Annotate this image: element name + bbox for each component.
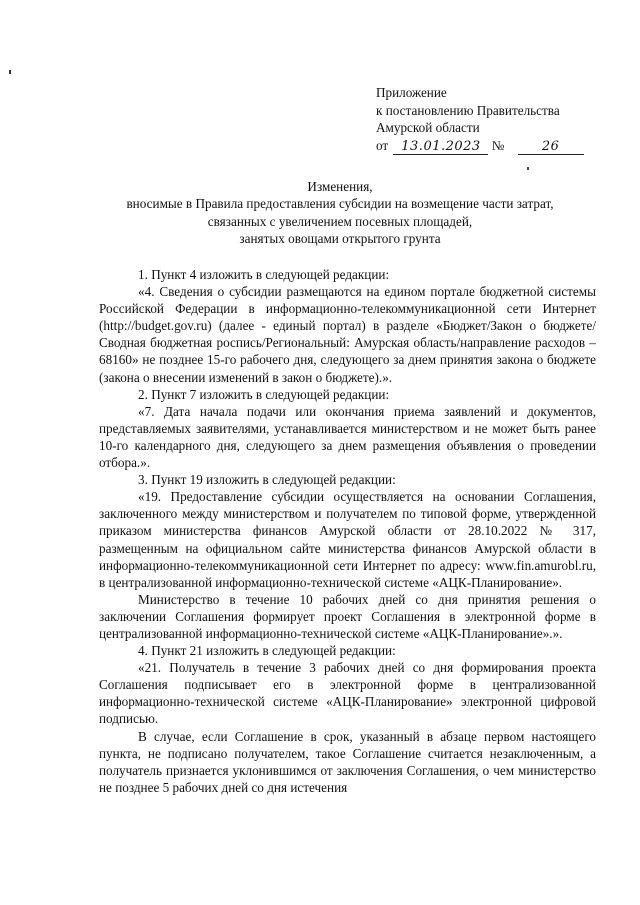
handwritten-date: 13.01.2023 — [393, 140, 488, 155]
paragraph-item-19-text: «19. Предоставление субсидии осуществляется на основании Соглашения, заключенного между министерством и получателем по типовой форме, утвержденной приказом министерства финансов Амурской области от 28.10.2022 № 317, размещенным на официальном сайте министерства финансов Амурской области в информационно-телекоммуникационной сети Интернет по адресу: www.fin.amurobl.ru, в централизованной информационно-технической системе «АЦК-Планирование». — [99, 489, 596, 590]
paragraph-item-3: 3. Пункт 19 изложить в следующей редакции: — [138, 472, 396, 488]
paragraph-item-1: 1. Пункт 4 изложить в следующей редакции: — [138, 267, 390, 282]
date-prefix: от — [376, 137, 389, 153]
appendix-block — [376, 84, 616, 155]
heading-line-2: вносимые в Правила предоставления субсидии на возмещение части затрат, — [126, 196, 554, 212]
paragraph-item-21-text: «21. Получатель в течение 3 рабочих дней со дня формирования проекта Соглашения подписывает его в электронной форме в централизованной информационно-технической системе «АЦК-Планирование» электронной цифровой подписью. — [99, 660, 596, 727]
paragraph-item-21-continued: В случае, если Соглашение в срок, указанный в абзаце первом настоящего пункта, не подписано получателем, такое Соглашение считается незаключенным, а получатель признается уклонившимся от заключения Соглашения, о чем министерство не позднее 5 рабочих дней со дня истечения — [99, 728, 596, 795]
number-label: № — [491, 137, 505, 153]
document-heading — [80, 178, 600, 248]
appendix-date-number-line — [376, 137, 616, 155]
scan-mark — [527, 167, 529, 170]
appendix-region: Амурской области — [376, 120, 480, 135]
heading-line-3: связанных с увеличением посевных площадей, — [207, 213, 473, 229]
paragraph-item-4-text: «4. Сведения о субсидии размещаются на едином портале бюджетной системы Российской Федерации в информационно-телекоммуникационной сети Интернет (http://budget.gov.ru) (далее - единый портал) в разделе «Бюджет/Закон о бюджете/Сводная бюджетная роспись/Региональный: Амурская область/направление расходов – 68160» не позднее 15-го рабочего дня, следующего за днем принятия закона о бюджете (закона о внесении изменений в закон о бюджете).». — [99, 284, 596, 385]
heading-line-1: Изменения, — [307, 179, 373, 194]
appendix-title: Приложение — [376, 85, 447, 100]
paragraph-item-7-text: «7. Дата начала подачи или окончания приема заявлений и документов, представляемых заявителями, устанавливается министерством и не может быть ранее 10-го календарного дня, следующего за днем размещения объявления о проведении отбора.». — [99, 403, 596, 471]
paragraph-item-4-heading: 4. Пункт 21 изложить в следующей редакции: — [138, 643, 396, 659]
handwritten-number: 26 — [518, 140, 584, 155]
appendix-resolution: к постановлению Правительства — [376, 102, 560, 118]
paragraph-item-2: 2. Пункт 7 изложить в следующей редакции: — [138, 386, 390, 402]
scan-mark — [9, 70, 11, 74]
paragraph-item-19-continued: Министерство в течение 10 рабочих дней со дня принятия решения о заключении Соглашения формирует проект Соглашения в электронной форме в централизованной информационно-технической системе «АЦК-Планирование».». — [99, 591, 596, 641]
heading-line-4: занятых овощами открытого грунта — [239, 231, 441, 247]
document-body — [99, 266, 596, 796]
